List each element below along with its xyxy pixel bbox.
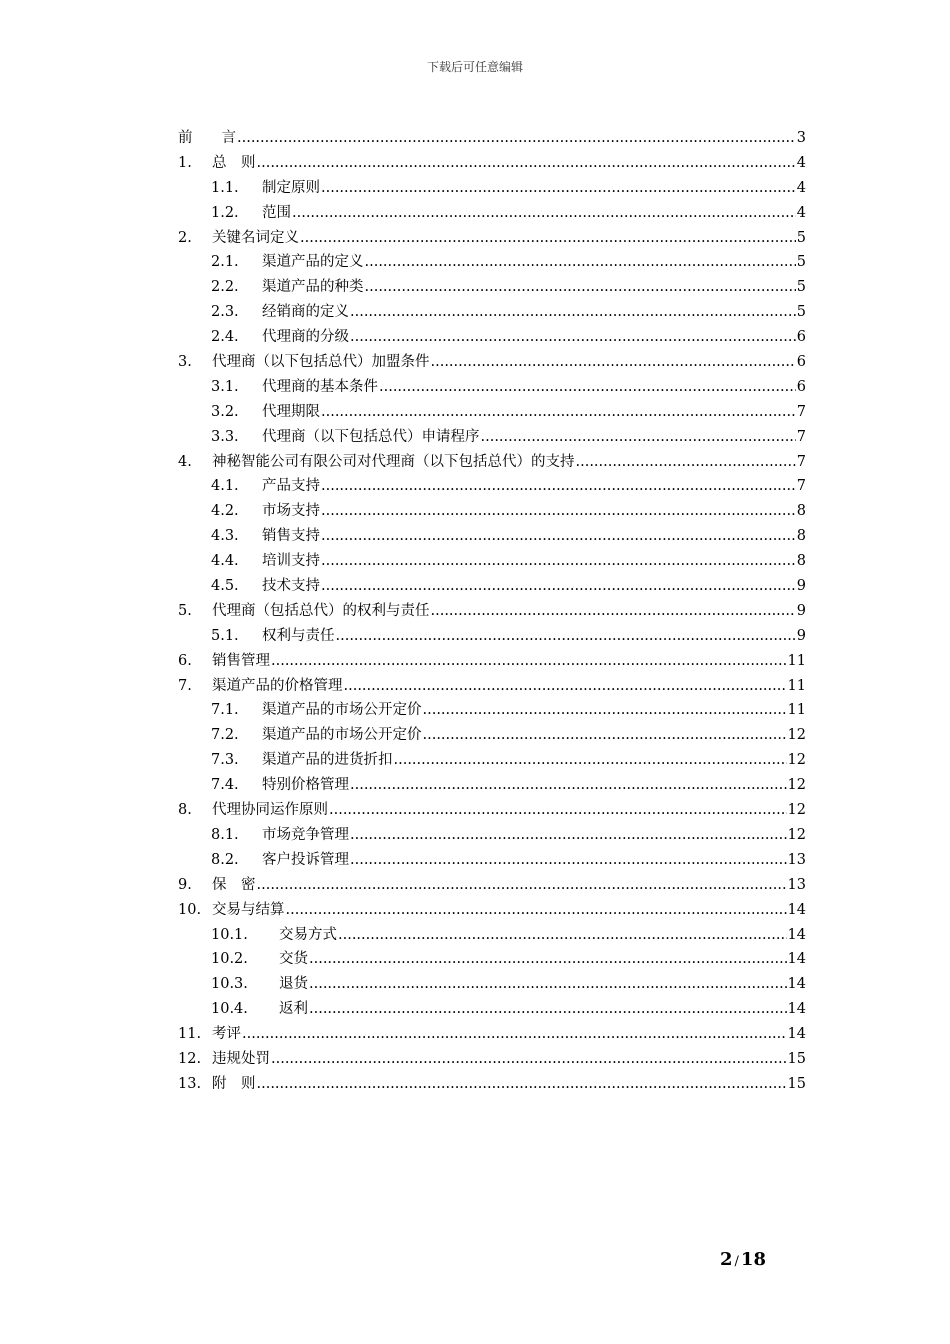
toc-entry[interactable] (178, 474, 806, 499)
toc-entry-page: 7 (796, 403, 806, 420)
toc-entry-page: 9 (796, 578, 806, 595)
toc-entry-page: 14 (787, 926, 806, 943)
toc-entry[interactable] (178, 947, 806, 972)
toc-entry[interactable] (178, 723, 806, 748)
toc-entry-page: 9 (796, 602, 806, 619)
toc-entry-page: 11 (787, 702, 806, 719)
toc-dot-leader (365, 275, 796, 300)
toc-dot-leader (344, 674, 787, 699)
toc-entry[interactable] (178, 848, 806, 873)
toc-dot-leader (271, 1047, 787, 1072)
toc-entry[interactable] (178, 450, 806, 475)
toc-entry[interactable] (178, 972, 806, 997)
toc-entry-title: 交易方式 (279, 926, 337, 943)
toc-entry-title: 考评 (212, 1026, 241, 1043)
toc-dot-leader (271, 649, 787, 674)
toc-entry-number: 8. (178, 802, 192, 819)
toc-entry[interactable] (178, 425, 806, 450)
toc-dot-leader (309, 947, 787, 972)
toc-entry[interactable] (178, 176, 806, 201)
toc-entry-page: 13 (787, 851, 806, 868)
toc-entry-title: 违规处罚 (212, 1050, 270, 1067)
toc-entry-number: 10.1. (211, 926, 248, 943)
toc-entry-title: 代理商（以下包括总代）申请程序 (262, 428, 480, 445)
toc-dot-leader (431, 599, 796, 624)
toc-entry-number: 7.1. (211, 702, 239, 719)
toc-entry-number: 7. (178, 677, 192, 694)
toc-entry[interactable] (178, 923, 806, 948)
toc-entry[interactable] (178, 574, 806, 599)
toc-entry[interactable] (178, 698, 806, 723)
toc-dot-leader (321, 400, 796, 425)
toc-entry-number: 4.2. (211, 503, 239, 520)
toc-entry[interactable] (178, 823, 806, 848)
toc-entry-title: 前 言 (178, 130, 236, 146)
toc-entry[interactable] (178, 350, 806, 375)
toc-entry-page: 5 (796, 229, 806, 246)
toc-entry-page: 4 (796, 204, 806, 221)
toc-entry-title: 保 密 (212, 876, 256, 893)
toc-entry-title: 渠道产品的市场公开定价 (262, 727, 422, 744)
toc-entry-number: 8.2. (211, 851, 239, 868)
toc-dot-leader (242, 1022, 787, 1047)
toc-dot-leader (300, 226, 796, 251)
toc-dot-leader (379, 375, 796, 400)
toc-entry-number: 4.1. (211, 478, 239, 495)
total-pages: 18 (740, 1249, 766, 1270)
toc-dot-leader (338, 923, 787, 948)
toc-entry-title: 经销商的定义 (262, 304, 349, 321)
toc-dot-leader (481, 425, 796, 450)
toc-entry[interactable] (178, 898, 806, 923)
toc-dot-leader (350, 300, 796, 325)
toc-dot-leader (336, 624, 796, 649)
toc-entry[interactable] (178, 599, 806, 624)
toc-entry-number: 4.5. (211, 578, 239, 595)
toc-dot-leader (309, 972, 787, 997)
toc-entry-title: 渠道产品的市场公开定价 (262, 702, 422, 719)
toc-entry-number: 10. (178, 901, 202, 918)
toc-entry-number: 1.1. (211, 179, 239, 196)
toc-entry[interactable] (178, 624, 806, 649)
toc-entry-title: 关键名词定义 (212, 229, 299, 246)
toc-entry-number: 3.3. (211, 428, 239, 445)
toc-dot-leader (292, 201, 796, 226)
toc-entry[interactable] (178, 375, 806, 400)
toc-entry-number: 2.3. (211, 304, 239, 321)
toc-entry-number: 9. (178, 876, 192, 893)
toc-entry[interactable] (178, 1072, 806, 1097)
toc-entry[interactable] (178, 1047, 806, 1072)
toc-entry[interactable] (178, 773, 806, 798)
toc-entry-title: 权利与责任 (262, 627, 335, 644)
toc-entry[interactable] (178, 300, 806, 325)
current-page: 2 (720, 1249, 733, 1270)
toc-entry-number: 10.2. (211, 951, 248, 968)
toc-entry-number: 4. (178, 453, 192, 470)
page-separator: / (734, 1254, 739, 1269)
toc-dot-leader (321, 549, 796, 574)
toc-entry-number: 2.1. (211, 254, 239, 271)
toc-entry-title: 渠道产品的进货折扣 (262, 752, 393, 769)
toc-entry[interactable] (178, 1022, 806, 1047)
toc-entry[interactable] (178, 798, 806, 823)
toc-entry-page: 14 (787, 951, 806, 968)
toc-entry-title: 产品支持 (262, 478, 320, 495)
toc-entry-page: 12 (787, 727, 806, 744)
toc-dot-leader (321, 176, 796, 201)
toc-dot-leader (286, 898, 787, 923)
toc-entry-page: 5 (796, 279, 806, 296)
toc-entry-page: 14 (787, 1026, 806, 1043)
toc-entry-title: 代理商（以下包括总代）加盟条件 (212, 354, 430, 371)
toc-entry[interactable] (178, 674, 806, 699)
toc-entry-title: 范围 (262, 204, 291, 221)
toc-dot-leader (431, 350, 796, 375)
toc-entry-number: 1. (178, 154, 192, 171)
toc-entry-number: 3.1. (211, 378, 239, 395)
toc-entry[interactable] (178, 524, 806, 549)
toc-entry-page: 3 (796, 130, 806, 146)
toc-entry-title: 销售支持 (262, 528, 320, 545)
toc-entry-number: 4.4. (211, 553, 239, 570)
toc-entry-page: 12 (787, 802, 806, 819)
toc-entry-number: 12. (178, 1050, 202, 1067)
toc-entry-number: 10.4. (211, 1001, 248, 1018)
toc-entry-page: 5 (796, 304, 806, 321)
toc-entry-title: 附 则 (212, 1075, 256, 1092)
toc-entry-title: 交货 (279, 951, 308, 968)
toc-entry-number: 11. (178, 1026, 202, 1043)
toc-entry-number: 8.1. (211, 826, 239, 843)
toc-entry[interactable] (178, 748, 806, 773)
toc-entry-page: 12 (787, 752, 806, 769)
toc-dot-leader (257, 873, 787, 898)
toc-entry-number: 2.4. (211, 329, 239, 346)
toc-entry[interactable] (178, 201, 806, 226)
toc-entry-title: 市场支持 (262, 503, 320, 520)
toc-entry-page: 8 (796, 503, 806, 520)
toc-entry[interactable] (178, 997, 806, 1022)
toc-entry-page: 11 (787, 677, 806, 694)
page-header: 下载后可任意编辑 (426, 60, 523, 74)
toc-dot-leader (423, 723, 787, 748)
toc-entry[interactable] (178, 873, 806, 898)
toc-entry-page: 12 (787, 826, 806, 843)
toc-entry-number: 5.1. (211, 627, 239, 644)
toc-entry[interactable] (178, 325, 806, 350)
toc-entry-number: 3.2. (211, 403, 239, 420)
toc-entry-number: 5. (178, 602, 192, 619)
toc-entry-number: 6. (178, 652, 192, 669)
toc-entry-title: 渠道产品的价格管理 (212, 677, 343, 694)
toc-entry-number: 1.2. (211, 204, 239, 221)
toc-entry[interactable] (178, 499, 806, 524)
toc-dot-leader (350, 773, 787, 798)
toc-entry-title: 神秘智能公司有限公司对代理商（以下包括总代）的支持 (212, 453, 575, 470)
toc-entry-page: 7 (796, 453, 806, 470)
toc-entry-page: 15 (787, 1075, 806, 1092)
toc-entry[interactable] (178, 126, 806, 151)
toc-entry-page: 7 (796, 478, 806, 495)
toc-entry-title: 交易与结算 (212, 901, 285, 918)
toc-dot-leader (321, 499, 796, 524)
toc-entry-title: 市场竞争管理 (262, 826, 349, 843)
toc-entry-title: 销售管理 (212, 652, 270, 669)
toc-entry-page: 14 (787, 1001, 806, 1018)
toc-dot-leader (350, 325, 796, 350)
toc-dot-leader (321, 474, 796, 499)
toc-entry-page: 6 (796, 329, 806, 346)
toc-entry-number: 4.3. (211, 528, 239, 545)
toc-dot-leader (394, 748, 787, 773)
toc-entry-title: 制定原则 (262, 179, 320, 196)
toc-entry-page: 7 (796, 428, 806, 445)
toc-dot-leader (365, 250, 796, 275)
toc-dot-leader (350, 823, 787, 848)
toc-entry-page: 14 (787, 901, 806, 918)
toc-entry[interactable] (178, 549, 806, 574)
toc-entry-title: 代理商的分级 (262, 329, 349, 346)
toc-entry-page: 8 (796, 528, 806, 545)
toc-entry-page: 8 (796, 553, 806, 570)
toc-entry-page: 6 (796, 354, 806, 371)
toc-entry-title: 总 则 (212, 154, 256, 171)
toc-entry[interactable] (178, 275, 806, 300)
table-of-contents (178, 126, 806, 1097)
toc-entry[interactable] (178, 400, 806, 425)
toc-entry-title: 渠道产品的种类 (262, 279, 364, 296)
toc-entry-title: 返利 (279, 1001, 308, 1018)
toc-entry-title: 渠道产品的定义 (262, 254, 364, 271)
toc-entry-number: 2. (178, 229, 192, 246)
toc-dot-leader (576, 450, 796, 475)
toc-entry-page: 14 (787, 976, 806, 993)
toc-entry-title: 代理商的基本条件 (262, 378, 378, 395)
toc-entry-title: 代理商（包括总代）的权利与责任 (212, 602, 430, 619)
toc-entry-title: 技术支持 (262, 578, 320, 595)
toc-entry[interactable] (178, 250, 806, 275)
toc-entry-number: 7.4. (211, 777, 239, 794)
toc-entry-page: 5 (796, 254, 806, 271)
toc-entry-page: 11 (787, 652, 806, 669)
page-number (720, 1249, 766, 1270)
toc-entry-page: 12 (787, 777, 806, 794)
toc-entry-title: 代理期限 (262, 403, 320, 420)
toc-entry-page: 13 (787, 876, 806, 893)
toc-entry-number: 7.3. (211, 752, 239, 769)
toc-entry-page: 4 (796, 154, 806, 171)
toc-entry-title: 培训支持 (262, 553, 320, 570)
toc-dot-leader (321, 574, 796, 599)
toc-entry-title: 特别价格管理 (262, 777, 349, 794)
toc-dot-leader (321, 524, 796, 549)
toc-entry-page: 6 (796, 378, 806, 395)
toc-entry-title: 退货 (279, 976, 308, 993)
toc-dot-leader (350, 848, 787, 873)
toc-entry-title: 客户投诉管理 (262, 851, 349, 868)
toc-entry-number: 7.2. (211, 727, 239, 744)
toc-entry-number: 2.2. (211, 279, 239, 296)
toc-dot-leader (237, 126, 796, 151)
toc-entry-number: 3. (178, 354, 192, 371)
toc-entry[interactable] (178, 151, 806, 176)
toc-dot-leader (329, 798, 787, 823)
toc-entry-page: 15 (787, 1050, 806, 1067)
toc-entry-number: 10.3. (211, 976, 248, 993)
toc-dot-leader (309, 997, 787, 1022)
toc-entry-page: 9 (796, 627, 806, 644)
toc-entry-title: 代理协同运作原则 (212, 802, 328, 819)
toc-dot-leader (257, 1072, 787, 1097)
toc-entry-page: 4 (796, 179, 806, 196)
toc-entry[interactable] (178, 649, 806, 674)
toc-dot-leader (257, 151, 796, 176)
toc-entry-number: 13. (178, 1075, 202, 1092)
toc-dot-leader (423, 698, 787, 723)
toc-entry[interactable] (178, 226, 806, 251)
